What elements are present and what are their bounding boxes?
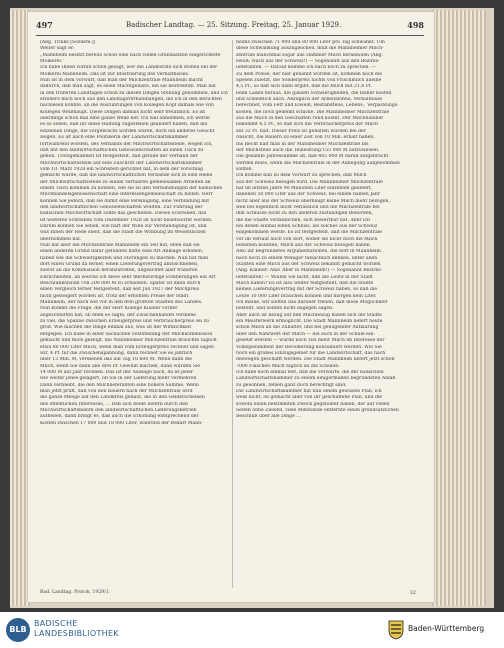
text-line: noch ein großes Einzugsgebiet für die Landwirtschaft, das nach [236, 350, 386, 356]
text-column-right [236, 40, 424, 588]
page-edges-left [10, 10, 30, 606]
text-line: entgegen. Ich habe in einer sachlichen Feststellung der Milchkommission [40, 331, 213, 337]
text-line: hat im letzten Jahre 90 Millionen Liter einzelnen geliefert, [236, 185, 373, 191]
blb-name-line1: BADISCHE [34, 619, 78, 628]
text-line: gesetzt werden — würde noch viel mehr Milch im Interesse der [236, 338, 385, 344]
text-line: Zu dem Preise, der hier genannt worden ist, kommen noch die [236, 71, 383, 77]
header-rule [36, 35, 424, 36]
text-line: Ehrlichkeiten, an welche ich diese sehr merkwürdige Erinnerungen ein Art [40, 274, 216, 280]
text-line: dort einen Grund da ferner, einen Lieferungsvertrag abzuschließen, [40, 262, 199, 268]
column-divider [232, 40, 233, 588]
text-line: allerdings schon mal eine ganze Weile her. Ich will annehmen, ich werde [40, 116, 210, 122]
text-line: groß. Wie machen die Dinge einmal aus, was ist der Wirklichkeit [40, 325, 192, 331]
text-line: gehen. Trotzgemäßheit ist festgestellt, daß gerade der Verband der [40, 154, 198, 160]
text-line: beziehen konnten, Milch aus der Schweiz bezogen haben. [236, 243, 372, 248]
page-edges-right [432, 10, 486, 606]
library-footer-bar [0, 612, 504, 648]
text-line: schon Milch an die Zuhalter, und bei genügender Aufklärung [236, 325, 379, 331]
text-line: des öffentlichen Interesses, ... Daß sich beide liefern durch den [40, 401, 188, 407]
text-line: Ich komme nun zu dem Vorwurf zu sprechen, daß Milch [236, 173, 367, 179]
text-line: die ganze Menge auf den Landkreis gebaut, die in den Gelderscheinen [40, 395, 205, 401]
blb-name[interactable] [34, 619, 119, 639]
text-line: eingekommen werde. Es ist festgestellt, daß die Milchzentrale [236, 230, 382, 236]
text-line: vor im Verlauf auch von dort, woher sie nicht doch die Milch [236, 236, 378, 242]
running-title: Badischer Landtag. — 25. Sitzung. Freitag, 25. Januar 1929. [126, 21, 342, 29]
text-line: sollten. [236, 166, 254, 172]
text-line: angeschnitten hat, ob eben es sagte, der Zwischenhandel verdiene [40, 312, 197, 318]
text-line: Nun ist in dem Vorwurf, daß man der Milchzentrale Mannheim macht [40, 78, 203, 84]
text-line: Also ihr Begründetes Argumentationen, die dort in Mannheim [236, 249, 381, 255]
text-line: über den Nährwert der Milch — die auch in der Schule ein- [236, 331, 375, 337]
text-line: Weiter sagt er: [40, 46, 75, 52]
text-line: besteht, und sollten nicht dagegen sagen. [236, 306, 334, 312]
text-line: einen anderen Grund dafür gefunden hätte eine Art Anklage erhoben, [40, 249, 204, 255]
text-line: dadurch, daß man sagt, es seien Machtgelüste, die sie bestrebten. Man hat [40, 84, 216, 90]
text-line: der Milchwirtschaftsstelle zu einem Verfahren gemeinsamen Arbeiten an [40, 179, 211, 185]
text-line: ist weiteres Schreiben vom Dezember 1928 ist nicht beantwortet worden. [40, 217, 213, 223]
text-line: (Abg. Klaiber: Aha! Aber in Mannheim!) — Sogenannt Bezirks- [236, 268, 383, 274]
text-line: Dann verbleibt, die den Milchlieferanten eine höhere Summe. Wenn [40, 382, 199, 388]
text-line: ihm Schlüsse nicht zu den anderen zuständigen Behörden, [236, 211, 373, 217]
text-line: Leute 10 000 Liter brauchen können und morgen kein Liter. [236, 293, 377, 299]
text-line: Mannheim, der nach wie vor in den drei größten Städten des Landes. [40, 300, 203, 306]
text-line: vom 10. März 1928 ein Schreiben gerichtet hat, in dem der Vorschlag [40, 166, 204, 172]
text-line: zentrale manchmal sogar aus Hammer Milch heranholen (Abg. [236, 52, 383, 58]
text-line: 14 000 M auf Jahr rechnen. Das ist der Aussage nach, da es jeder [40, 369, 194, 375]
text-line: sowohl einen bestimmten Zweck gegenüber haben, der auf vielen [236, 401, 390, 407]
text-line: daß mit den landwirtschaftlichen Genossenschaften an einen Tisch zu [40, 147, 204, 153]
text-line: gemacht wurde, daß die landwirtschaftlichen Verbände sich in eine Reihe [40, 173, 213, 179]
text-line: Städten eine Milch aus der Schweiz bekannt gemacht worden [236, 262, 381, 268]
text-line: wir, 4 Pf. für die Zwischenspannung, dann rechnet Sie es jährlich [40, 350, 193, 356]
text-line: Milchhandelsgenossenschaft eine Interessengemeinschaft zu bilden. Herr [40, 192, 213, 198]
footer-sheet-number: 32 [409, 590, 416, 596]
text-line: fortwährend worden, des Verbands der Milchwirtschaftsstelle, wegen ich, [40, 141, 213, 147]
text-line: Volksgesundheit der Bevölkerung konsumiert werden. Wie Sie [236, 344, 382, 350]
text-line: erinnere mich noch aus den Landtagsverhandlungen, die ich in den Berichten [40, 97, 222, 103]
text-line: einzelnen Dinge, die vorgebracht worden waren, doch ein anderes Gesicht [40, 128, 215, 134]
text-line: 4,5 Pf., so daß sich dann ergibt, daß die Milch mit 21,6 Pf. [236, 84, 372, 90]
blb-name-line2: LANDESBIBLIOTHEK [34, 629, 119, 638]
text-line: bekommt 4,5 Pf., so daß sich die Verbraucherpreis der Milch [236, 122, 378, 128]
text-line: kosten, die noch gedenkt schicke. Die Mannheimer Milchzentrale [236, 109, 390, 115]
text-line: Milch, wenn Sie dann alle drei Pf. Gewinn machen, dann würden Sie [40, 363, 201, 369]
text-line: Beschluß über alle Dinge ... [236, 414, 301, 420]
text-line: auf 32 Pf. hält. Dieser Preis ist gehalten worden bei der [236, 128, 366, 134]
text-line: über 13 Mill. M, verdienen das auf Tag 10 600 M. Wenn dann die [40, 357, 192, 363]
text-line: Milch haben? Es ist also weiter festgestellt, daß die Städte [236, 281, 374, 287]
text-line: gemacht und mich gezeigt, die Mannheimer Milchzentrale brauchte täglich [40, 338, 217, 344]
blb-logo[interactable]: BLB [6, 618, 30, 642]
text-line: Ich habe noch einmal fest, daß die Vorwürfe, die der badischen [236, 369, 384, 375]
text-line: deswegen geschafft werden. Die Stadt Mannheim liefert jetzt schon [236, 357, 395, 363]
text-line: diese Schwankung auszugleichen, muß die Mannheimer Milch- [236, 46, 384, 52]
text-line: ein Meisterwerk ermöglicht. Die Stadt Mannheim liefert heute [236, 319, 383, 325]
text-line: „Mannheim besitzt bereits schon eine nach vielen Grundsätzen eingerichtete [40, 52, 221, 58]
baden-wuerttemberg-label[interactable]: Baden-Württemberg [408, 624, 485, 633]
text-line: nicht aber aus der Schweiz überhaupt keine Milch mehr bezogen, [236, 198, 390, 204]
text-line: die die Städte verlässlichen, sich bewertbar hat. Aber ich [236, 217, 370, 223]
text-line: weil bei eigentlich nicht verlässlich und die Milchzentrale bei [236, 204, 380, 210]
text-line: nicht gesteigert worden ist, trotz der erhöhten Preise der Stadt [40, 293, 189, 299]
text-line: was Ihnen der Rede steht, daß die Stadt die Wohnung im Wesentlichen [40, 230, 206, 236]
text-line: Ich habe Ihnen vorhin schon gesagt, wer die Landesrate sich stellen bei der [40, 65, 218, 71]
text-line: den landwirtschaftlichen Genossenschaften wollten. Zur Führung der [40, 204, 203, 210]
text-line: Ins Recht hält man in der Mannheimer Milchzentrale bis [236, 141, 369, 147]
footer-imprint: Bad. Landtag. Protok. 1929/1. [40, 590, 111, 595]
page-number-right: 498 [407, 20, 424, 30]
text-line: der Milchstelle auch die Teilleistung 155 000 M aufzuweisen. [236, 147, 380, 153]
text-line: heims zwischen 71 000 und 80 000 Liter pro Tag schwankt. Um [236, 40, 385, 45]
text-line: übernommen hat. [40, 236, 82, 242]
text-line: Kennen Sie jedoch, daß sie damit eine Vereinigung, eine Verbindung mit [40, 198, 210, 204]
text-line: Nun kommt die Frage, die der Herr Kollege Klaiber vorher [40, 306, 178, 312]
text-column-left [40, 40, 228, 588]
text-line: berechnet, vom Fett und Eiweiß, Bestandteile, Lebens-, Verpackungs- [236, 103, 399, 109]
text-line: es so sehen, daß ihr diese Haltung zugestehen geändert haben, daß die [40, 122, 208, 128]
text-line: nachlesen konnte, an die Ausführungen von Kollegen Kopf damals wie von [40, 103, 214, 109]
text-line: einem Tisch kommen zu können, wie sie zu den Verhandlungen der badischen [40, 185, 223, 191]
text-line: Die Landwirtschaftskammer hat nun einem gewissen Plan, ich [236, 388, 382, 394]
text-line: aus der Schweiz bezogen wird. Die Mannheimer Milchzentrale [236, 179, 383, 185]
text-line: aus die Milch in den Geschäften rund kostet. Der Milchhändler [236, 116, 384, 122]
text-line: Milchwirtschaftsstelle auf eine Zuschrift der Landwirtschaftskammer [40, 160, 203, 166]
text-line: und schließlich auch. Abzüglich der Arbeitslöhne, Verhältnisse [236, 97, 383, 103]
text-line: weiß nicht, ob gemacht aber von ihr geschaffene Plan, und die [236, 395, 383, 401]
text-line: Kosten zwischen 17 000 und 18 000 Liter, während der Bedarf Mann- [40, 420, 203, 426]
text-line: Molkerei Mannheim. Das ist zur Illustrierung des Verhältnisses. [40, 71, 190, 77]
text-line: in den früheren Landtagen schon zu diesen Dingen Stellung genommen, und ich [40, 90, 228, 96]
text-line: wie weiter jenes gelagert, ob Sie in der Lieferung mehr vermehren [40, 376, 197, 382]
text-line: haben wie die Schwierigkeiten und Störungen zu machen. Nun hat man [40, 255, 209, 261]
text-line: Spesen zuletzt, die Sonderpreis nichts von Frischmilch alleine [236, 78, 382, 84]
text-line: Nun hat aber die Milchzentrale Mannheim ein Teil mit, eben daß sie [40, 243, 200, 248]
text-line: zeigen. Es ist auch eine Politikerin der Landwirtschaftskammer [40, 135, 189, 141]
text-line: Ansicht, die Bauern zu einer Zeit von 10 Mill. erhält haben, [236, 135, 375, 141]
text-line: Darum können Sie sehen, wie hart der Wille zur Verständigung ist, und [40, 223, 207, 229]
text-line: (Abg. Trinks [Sozdem.]) [40, 40, 96, 45]
scanned-page [28, 12, 434, 602]
text-line: lieferanten. — Darauf komme ich nach noch zu sprechen. — [236, 65, 377, 71]
text-line: Landwirtschaftskammer zu einem einigermaßen begründeten Anlaß [236, 376, 396, 382]
text-line: Beschlußkonsum von 200 000 M zu schließen. Später ist dann durch [40, 281, 201, 287]
text-line: nach noch zu einem Weniger tatsächlich denken, unter allen [236, 255, 378, 261]
text-line: Die gesamte Jahressumme ist, daß 465 000 M daran aufgebracht [236, 154, 389, 160]
text-line: badischen Milchwirtschaft sollte das geschehen. Dieses Schreiben, das [40, 211, 207, 217]
text-line: daneben 50 000 Liter aus der Schweiz, bei einem halben Jahr [236, 192, 380, 198]
page-number-left: 497 [36, 20, 53, 30]
text-line: Milchwirtschaftsbezirk den landwirtschaftlichen Lieferungsbetrieb [40, 407, 197, 413]
text-line: zuerst an die Kommission heranzutreten, ungeachtet aller früheren [40, 268, 198, 274]
text-line: Molkerei.“ [40, 59, 65, 65]
text-line: Kollegen Weißhaupt. Diese Dingen damals nicht sehr freundlich. Es ist [40, 109, 206, 115]
text-line: aufheben, dann bringt es, daß auch die Erhöhung entsprechend der [40, 414, 199, 420]
text-line: Aber auch ist bezug auf den Milchbezug haben sich die Städte [236, 312, 382, 318]
text-line: man jetzt prüft, daß von den Bauern nach der Milchzentrale wird [40, 388, 193, 394]
text-line: Ich meine, wir sollten das darüber freuen, daß diese Möglichkeit [236, 300, 388, 306]
text-line: etwa 80 000 Liter Milch, wenn man vom Erzeugerpreis rechnet und sagen [40, 344, 214, 350]
text-line: keinen Lieferungsvertrag mit der Schweiz haben, so daß die [236, 287, 378, 293]
text-line: zu gewinnen, fehlen ganz doch berechtigt sind. [236, 382, 347, 388]
text-line: einen Vergleich ferner festgestellt, daß seit Juli 1927 der Milchpreis [40, 287, 200, 293]
text-line: werden muss, wenn die Milchzentrale in der Auflegung aufgenommen [236, 160, 400, 166]
text-line: Heuß: Nach aus der Schweiz!) — Sogenannt aus den Bezirks- [236, 59, 380, 65]
text-line: bei denen einmal einen Schluss, als solches aus der Schweiz [236, 223, 378, 229]
text-line: lieferanten! — Wollen Sie nicht, daß die Leute in der Stadt [236, 274, 373, 280]
text-line: Seiten ohne Zweifel, viele Mißstände entfernte einen grundsätzlichen [236, 407, 399, 413]
text-line: beim Laden heraus, die ganzen Schwierigkeiten, die bisher kosten [236, 90, 392, 96]
text-line: 7000 Flaschen Milch täglich an die Schulen. [236, 363, 340, 369]
page-header [36, 20, 424, 34]
text-line: zu viel, die Spanne zwischen Erzeugerpreis und Verbraucherpreis sei zu [40, 319, 209, 325]
baden-wuerttemberg-crest-icon [388, 620, 404, 640]
